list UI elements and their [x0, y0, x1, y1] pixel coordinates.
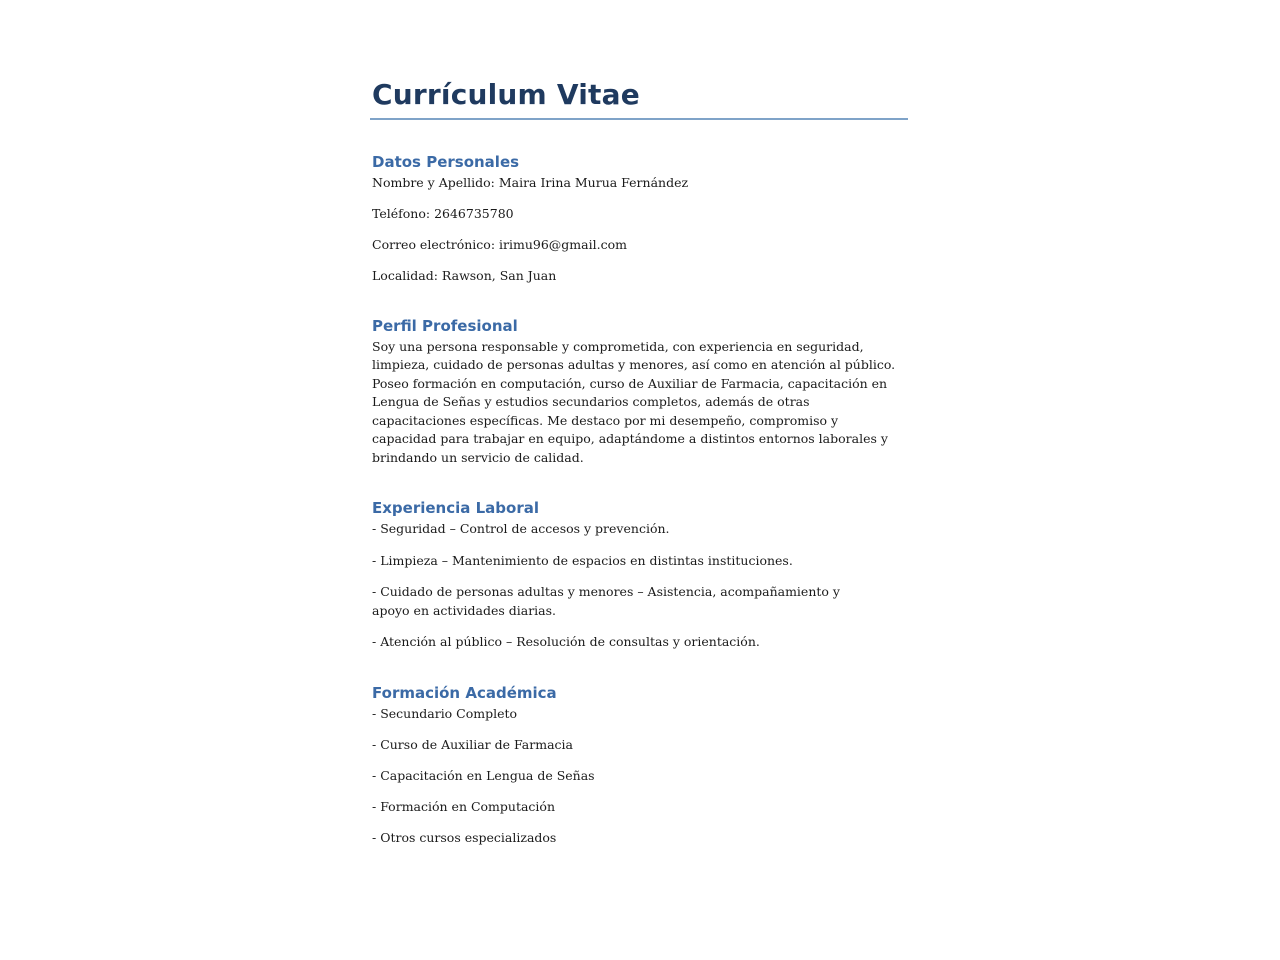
experience-item: - Seguridad – Control de accesos y prevención.: [372, 521, 670, 536]
section-heading-experiencia: Experiencia Laboral: [372, 499, 539, 517]
education-item: - Curso de Auxiliar de Farmacia: [372, 736, 573, 752]
experience-item: - Cuidado de personas adultas y menores – Asistencia, acompañamiento y apoyo en actividades diarias.: [372, 584, 840, 618]
personal-name: Nombre y Apellido: Maira Irina Murua Fernández: [372, 174, 689, 190]
title-divider: [370, 118, 908, 120]
section-experiencia-laboral: [372, 498, 912, 652]
profile-paragraph: Soy una persona responsable y comprometida, con experiencia en seguridad, limpieza, cuidado de personas adultas y menores, así como en atención al público. Poseo formación en computación, curso de Auxiliar de Farmacia, capacitación en Lengua de Señas y estudios secundarios completos, además de otras capacitaciones específicas. Me destaco por mi desempeño, compromiso y capacidad para trabajar en equipo, adaptándome a distintos entornos laborales y brindando un servicio de calidad.: [372, 338, 896, 465]
section-perfil-profesional: [372, 316, 912, 468]
education-item: - Secundario Completo: [372, 705, 518, 721]
experience-item: - Atención al público – Resolución de consultas y orientación.: [372, 634, 760, 649]
personal-email: Correo electrónico: irimu96@gmail.com: [372, 236, 627, 252]
personal-location: Localidad: Rawson, San Juan: [372, 267, 557, 283]
cv-document: [372, 78, 912, 847]
section-heading-perfil: Perfil Profesional: [372, 316, 518, 335]
section-heading-datos: Datos Personales: [372, 152, 520, 171]
section-heading-formacion: Formación Académica: [372, 683, 557, 702]
personal-phone: Teléfono: 2646735780: [372, 205, 514, 221]
section-formacion-academica: [372, 683, 912, 847]
education-item: - Capacitación en Lengua de Señas: [372, 767, 595, 783]
experience-item: - Limpieza – Mantenimiento de espacios en distintas instituciones.: [372, 552, 793, 568]
document-title: Currículum Vitae: [372, 78, 640, 111]
education-item: - Otros cursos especializados: [372, 829, 557, 845]
section-datos-personales: [372, 152, 912, 285]
education-item: - Formación en Computación: [372, 798, 556, 814]
